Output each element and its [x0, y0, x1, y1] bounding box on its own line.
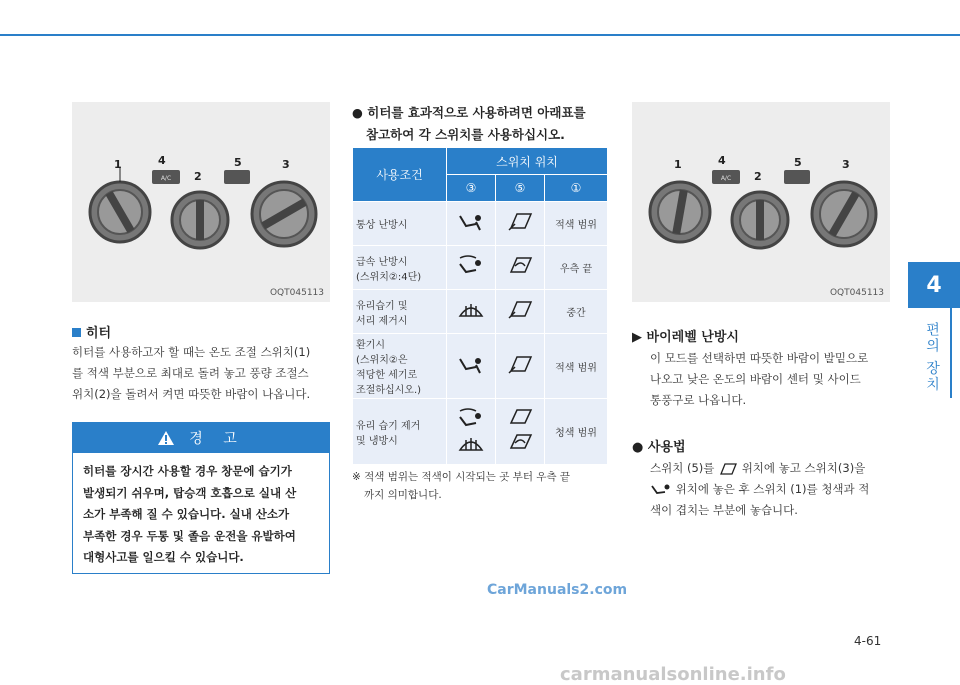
chapter-title: 편의 장치: [924, 322, 940, 393]
floor-mode-icon: [650, 483, 672, 497]
recirculation-off-icon: [505, 298, 535, 322]
subheader-switch-3: ③: [447, 175, 496, 202]
floor-mode-icon: [456, 210, 486, 234]
defrost-mode-icon: [456, 432, 486, 454]
header-condition: 사용조건: [353, 148, 447, 202]
warning-title: 경 고: [189, 431, 245, 447]
heater-settings-table: [352, 147, 608, 465]
table-row: 유리습기 및 서리 제거시 중간: [353, 290, 608, 334]
bilevel-title: ▶ 바이레벨 난방시: [632, 330, 739, 345]
recirculation-off-icon: [505, 407, 535, 429]
floor-defrost-mode-icon: [456, 254, 486, 278]
heater-section-title: 히터: [72, 322, 111, 341]
figure-code: OQT045113: [829, 288, 884, 298]
floor-mode-icon: [456, 353, 486, 377]
chapter-number: 4: [926, 272, 942, 298]
callout-3: 3: [282, 158, 290, 171]
heater-controls-figure-right: [632, 102, 890, 302]
svg-text:A/C: A/C: [160, 175, 172, 182]
warning-box: [72, 422, 330, 574]
control-panel-illustration: [632, 102, 890, 302]
callout-2: 2: [194, 170, 202, 183]
footer-watermark: carmanualsonline.info: [560, 664, 786, 685]
callout-4: 4: [158, 154, 166, 167]
figure-code: OQT045113: [269, 288, 324, 298]
chapter-tab[interactable]: [908, 262, 960, 308]
recirculation-on-icon: [505, 254, 535, 278]
recirculation-off-icon: [718, 462, 738, 476]
callout-1: 1: [114, 158, 122, 171]
bilevel-description: 이 모드를 선택하면 따뜻한 바람이 발밑으로 나오고 낮은 온도의 바람이 센터 및 사이드 통풍구로 나옵니다.: [650, 351, 869, 407]
top-rule: [0, 34, 960, 36]
svg-text:3: 3: [842, 158, 850, 171]
watermark: CarManuals2.com: [487, 582, 628, 598]
warning-text: 히터를 장시간 사용할 경우 창문에 습기가 발생되기 쉬우며, 탑승객 호흡으로 실내 산 소가 부족해 질 수 있습니다. 실내 산소가 부족한 경우 두통 및 졸음 운전을 유발하여 대형사고를 일으킬 수 있습니다.: [83, 464, 297, 564]
square-bullet-icon: [72, 328, 81, 337]
chapter-side-rule: [950, 308, 952, 398]
recirculation-on-icon: [505, 432, 535, 454]
heater-controls-figure-left: [72, 102, 330, 302]
svg-text:1: 1: [674, 158, 682, 171]
page-number: 4-61: [854, 634, 882, 648]
svg-text:A/C: A/C: [720, 175, 732, 182]
effective-use-title: ● 히터를 효과적으로 사용하려면 아래표를 참고하여 각 스위치를 사용하십시오.: [352, 105, 586, 142]
subheader-switch-5: ⑤: [496, 175, 545, 202]
table-row: 환기시 (스위치②은 적당한 세기로 조절하십시오.) 적색 범위: [353, 334, 608, 399]
warning-triangle-icon: [157, 430, 175, 446]
callout-5: 5: [234, 156, 242, 169]
subheader-switch-1: ①: [545, 175, 608, 202]
table-row: 유리 습기 제거 및 냉방시 청색 범위: [353, 399, 608, 465]
table-row: 통상 난방시 적색 범위: [353, 202, 608, 246]
recirculation-off-icon: [505, 353, 535, 377]
floor-defrost-mode-icon: [456, 407, 486, 429]
usage-description: 스위치 (5)를 위치에 놓고 스위치(3)을 위치에 놓은 후 스위치 (1)를 청색과 적 색이 겹치는 부분에 놓습니다.: [650, 461, 870, 517]
svg-text:2: 2: [754, 170, 762, 183]
heater-description: 히터를 사용하고자 할 때는 온도 조절 스위치(1) 를 적색 부분으로 최대로 돌려 놓고 풍량 조절스 위치(2)을 돌려서 켜면 따뜻한 바람이 나옵니다.: [72, 345, 311, 401]
warning-header: [73, 423, 329, 453]
recirculation-off-icon: [505, 210, 535, 234]
svg-text:5: 5: [794, 156, 802, 169]
svg-text:4: 4: [718, 154, 726, 167]
control-panel-illustration: [72, 102, 330, 302]
table-note: ※ 적색 범위는 적색이 시작되는 곳 부터 우측 끝 까지 의미합니다.: [352, 471, 571, 501]
header-switch-position: 스위치 위치: [447, 148, 608, 175]
defrost-mode-icon: [456, 298, 486, 322]
usage-title: ● 사용법: [632, 440, 686, 455]
table-row: 급속 난방시 (스위치②:4단) 우측 끝: [353, 246, 608, 290]
